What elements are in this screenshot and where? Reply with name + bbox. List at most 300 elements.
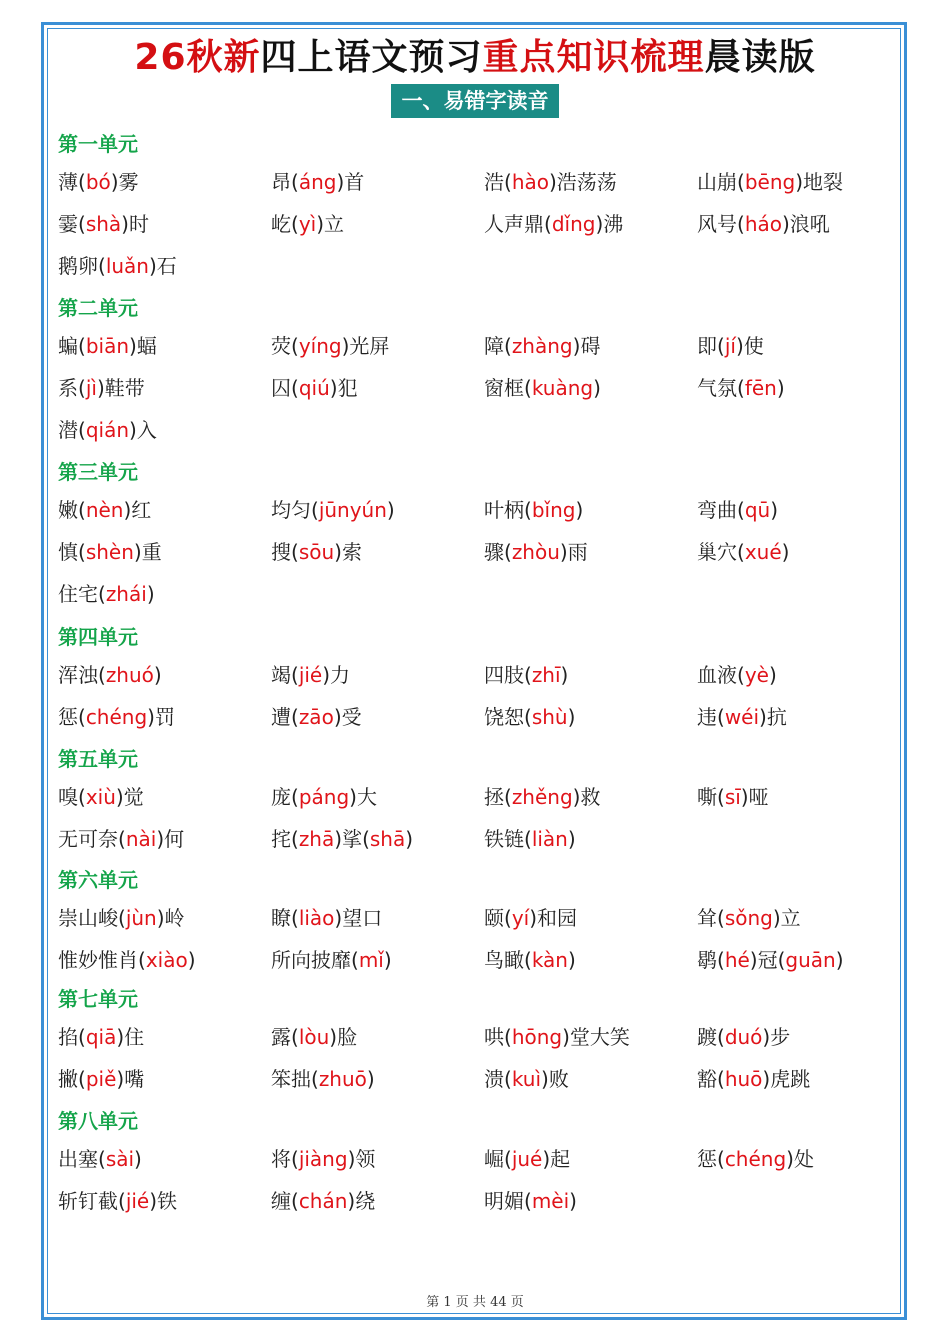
entry-pinyin: sǒng: [724, 906, 773, 930]
entry-characters-after: 嘴: [124, 1067, 145, 1091]
entry-characters: 惩: [58, 705, 78, 729]
entry-characters: 骤: [484, 540, 504, 564]
entry-characters-after: 虎跳: [770, 1067, 811, 1091]
paren-open: (: [737, 170, 745, 194]
paren-close: ): [560, 663, 569, 687]
vocab-entry: [697, 702, 787, 732]
paren-close: ): [349, 785, 357, 809]
unit-heading: 第一单元: [58, 132, 138, 156]
entry-pinyin: nèn: [85, 498, 124, 522]
paren-close: ): [735, 334, 744, 358]
entry-pinyin-2: shā: [369, 827, 406, 851]
entry-characters-after: 重: [141, 540, 162, 564]
paren-open: (: [291, 663, 299, 687]
entry-pinyin: páng: [298, 785, 350, 809]
entry-characters: 鸟瞰: [484, 948, 524, 972]
vocab-entry: [271, 209, 344, 239]
vocab-entry: [58, 331, 157, 361]
entry-characters-after: 望口: [342, 906, 383, 930]
paren-open: (: [717, 785, 725, 809]
entry-pinyin: shèn: [85, 540, 134, 564]
entry-characters: 气氛: [697, 376, 737, 400]
paren-open: (: [78, 376, 86, 400]
paren-close: ): [768, 663, 777, 687]
vocab-entry: [484, 903, 577, 933]
entry-characters-after: 使: [743, 334, 764, 358]
entry-characters: 明媚: [484, 1189, 524, 1213]
entry-pinyin: liào: [298, 906, 335, 930]
vocab-entry: [271, 782, 377, 812]
vocab-entry: [484, 331, 600, 361]
entry-characters: 笨拙: [271, 1067, 311, 1091]
entry-pinyin: jié: [125, 1189, 150, 1213]
vocab-entry: [697, 1144, 814, 1174]
footer-total-pages: 44: [490, 1295, 507, 1310]
entry-pinyin: jùn: [125, 906, 157, 930]
entry-characters-after: 沸: [603, 212, 624, 236]
entry-characters-after: 处: [793, 1147, 814, 1171]
paren-close: ): [129, 418, 137, 442]
entry-characters: 遭: [271, 705, 291, 729]
title-part-1: 26秋新: [134, 37, 261, 78]
vocab-entry: [271, 903, 382, 933]
paren-close: ): [129, 334, 137, 358]
entry-pinyin: zhā: [298, 827, 335, 851]
entry-characters: 叶柄: [484, 498, 524, 522]
entry-pinyin: wéi: [724, 705, 760, 729]
entry-pinyin: xiù: [85, 785, 116, 809]
paren-close: ): [333, 705, 342, 729]
vocab-entry: [271, 1064, 375, 1094]
vocab-entry: [271, 702, 362, 732]
paren-close: ): [762, 1067, 771, 1091]
vocab-entry: [484, 209, 623, 239]
paren-close: ): [593, 376, 601, 400]
vocab-entry: [58, 824, 184, 854]
entry-characters: 蝙: [58, 334, 78, 358]
entry-pinyin: kuàng: [531, 376, 594, 400]
vocab-entry: [58, 1186, 177, 1216]
unit-heading: 第二单元: [58, 296, 138, 320]
paren-open: (: [311, 1067, 319, 1091]
entry-pinyin: mǐ: [358, 948, 384, 972]
entry-characters-after: 索: [341, 540, 362, 564]
paren-close: ): [187, 948, 196, 972]
paren-close: ): [529, 906, 538, 930]
paren-close: ): [562, 1025, 570, 1049]
paren-close: ): [96, 376, 105, 400]
paren-open: (: [717, 906, 725, 930]
paren-close: ): [541, 1067, 549, 1091]
paren-open: (: [351, 948, 359, 972]
paren-close: ): [575, 498, 584, 522]
entry-pinyin: zhuó: [105, 663, 154, 687]
paren-close: ): [133, 540, 142, 564]
entry-characters-after: 蝠: [136, 334, 157, 358]
entry-pinyin: zhòu: [511, 540, 560, 564]
paren-close: ): [149, 1189, 158, 1213]
vocab-entry: [58, 903, 185, 933]
paren-open: (: [78, 334, 86, 358]
unit-heading: 第四单元: [58, 625, 138, 649]
vocab-entry: [58, 415, 157, 445]
entry-pinyin: jì: [85, 376, 97, 400]
entry-characters: 即: [697, 334, 717, 358]
paren-open: (: [504, 785, 512, 809]
entry-characters: 均匀: [271, 498, 311, 522]
entry-characters-after: 住: [124, 1025, 145, 1049]
paren-close: ): [776, 376, 785, 400]
paren-open: (: [504, 1067, 512, 1091]
entry-characters: 慎: [58, 540, 78, 564]
entry-characters-after: 领: [355, 1147, 376, 1171]
vocab-entry: [58, 1144, 142, 1174]
paren-close: ): [759, 705, 767, 729]
footer-page-number: 1: [443, 1295, 452, 1310]
entry-pinyin: duó: [724, 1025, 763, 1049]
title-part-2: 四上语文预习: [260, 37, 483, 78]
vocab-entry: [484, 824, 576, 854]
entry-pinyin: xué: [744, 540, 782, 564]
unit-heading: 第三单元: [58, 460, 138, 484]
paren-open: (: [291, 705, 299, 729]
entry-characters: 庞: [271, 785, 291, 809]
paren-close: ): [572, 334, 581, 358]
vocab-entry: [58, 1022, 144, 1052]
paren-open: (: [504, 1025, 512, 1049]
entry-characters: 竭: [271, 663, 291, 687]
paren-open: (: [98, 663, 106, 687]
entry-characters-after: 起: [550, 1147, 571, 1171]
entry-pinyin: qián: [85, 418, 129, 442]
entry-characters: 荧: [271, 334, 291, 358]
paren-close: ): [772, 906, 781, 930]
vocab-entry: [484, 537, 588, 567]
entry-pinyin: kàn: [531, 948, 568, 972]
entry-characters: 崛: [484, 1147, 504, 1171]
paren-open: (: [524, 827, 532, 851]
footer-prefix: 第: [426, 1295, 440, 1310]
entry-pinyin: chéng: [85, 705, 148, 729]
paren-close: ): [542, 1147, 551, 1171]
vocab-entry: [58, 537, 162, 567]
entry-characters-after: 浩荡荡: [556, 170, 617, 194]
paren-close: ): [148, 254, 157, 278]
paren-open: (: [291, 1147, 299, 1171]
paren-open: (: [504, 170, 512, 194]
vocab-entry: [697, 167, 843, 197]
unit-heading: 第七单元: [58, 987, 138, 1011]
paren-open: (: [291, 906, 299, 930]
paren-open: (: [717, 705, 725, 729]
paren-close: ): [567, 827, 576, 851]
paren-open: (: [504, 906, 512, 930]
paren-close: ): [572, 785, 581, 809]
paren-open: (: [524, 705, 532, 729]
entry-pinyin: qiú: [298, 376, 330, 400]
paren-open: (: [118, 1189, 126, 1213]
paren-open: (: [291, 376, 299, 400]
entry-pinyin: shà: [85, 212, 122, 236]
paren-open: (: [78, 1067, 86, 1091]
entry-pinyin: sōu: [298, 540, 335, 564]
entry-characters: 搜: [271, 540, 291, 564]
entry-pinyin: yì: [298, 212, 317, 236]
paren-open: (: [118, 906, 126, 930]
page-footer: [0, 1294, 950, 1312]
paren-close: ): [569, 1189, 577, 1213]
footer-suffix: 页: [510, 1295, 524, 1310]
entry-characters-after: 首: [344, 170, 365, 194]
entry-characters: 斩钉截: [58, 1189, 118, 1213]
vocab-entry: [484, 782, 600, 812]
entry-pinyin: biān: [85, 334, 129, 358]
paren-close: ): [341, 334, 350, 358]
entry-pinyin: chéng: [724, 1147, 787, 1171]
entry-pinyin: zhàng: [511, 334, 573, 358]
paren-close: ): [134, 1147, 142, 1171]
entry-characters-after: 冠: [757, 948, 778, 972]
entry-pinyin: nài: [125, 827, 157, 851]
unit-heading: 第六单元: [58, 868, 138, 892]
title-part-4: 晨读版: [704, 37, 816, 78]
paren-open: (: [524, 948, 532, 972]
paren-close: ): [156, 827, 165, 851]
paren-open: (: [138, 948, 146, 972]
paren-open: (: [291, 1025, 299, 1049]
paren-open: (: [717, 1067, 725, 1091]
entry-characters-after: 觉: [123, 785, 144, 809]
paren-close: ): [749, 948, 758, 972]
vocab-entry: [484, 495, 583, 525]
paren-open: (: [78, 212, 86, 236]
paren-open: (: [504, 540, 512, 564]
entry-characters: 所向披靡: [271, 948, 351, 972]
vocab-entry: [697, 660, 777, 690]
paren-open: (: [78, 540, 86, 564]
entry-characters: 嫩: [58, 498, 78, 522]
entry-characters-after: 大: [356, 785, 377, 809]
entry-characters-after: 受: [341, 705, 362, 729]
entry-characters: 霎: [58, 212, 78, 236]
paren-close: ): [146, 582, 155, 606]
paren-close: ): [334, 827, 343, 851]
entry-characters: 挓: [271, 827, 291, 851]
vocab-entry: [484, 1022, 630, 1052]
vocab-entry: [58, 579, 155, 609]
paren-close: ): [383, 948, 392, 972]
entry-characters-after: 和园: [537, 906, 578, 930]
entry-characters-after: 步: [770, 1025, 791, 1049]
entry-characters: 哄: [484, 1025, 504, 1049]
paren-close: ): [110, 170, 119, 194]
vocab-entry: [58, 702, 175, 732]
vocab-entry: [484, 702, 575, 732]
vocab-entry: [58, 209, 149, 239]
vocab-entry: [484, 373, 601, 403]
entry-characters: 豁: [697, 1067, 717, 1091]
vocab-entry: [271, 331, 389, 361]
vocab-entry: [271, 1186, 375, 1216]
paren-open: (: [524, 498, 532, 522]
entry-characters: 弯曲: [697, 498, 737, 522]
entry-pinyin: kuì: [511, 1067, 542, 1091]
paren-close: ): [347, 1189, 356, 1213]
paren-close: ): [329, 1025, 338, 1049]
footer-middle: 页 共: [455, 1295, 486, 1310]
entry-characters: 风号: [697, 212, 737, 236]
entry-characters-after: 哑: [748, 785, 769, 809]
paren-open: (: [311, 498, 319, 522]
paren-open: (: [98, 254, 106, 278]
entry-pinyin: sī: [724, 785, 741, 809]
entry-characters-after: 浪吼: [789, 212, 830, 236]
paren-open: (: [78, 498, 86, 522]
paren-close: ): [322, 663, 331, 687]
vocab-entry: [58, 251, 177, 281]
paren-close: ): [567, 705, 576, 729]
paren-close: ): [121, 212, 129, 236]
entry-characters-after: 抗: [766, 705, 787, 729]
entry-characters: 掐: [58, 1025, 78, 1049]
vocab-entry: [58, 1064, 144, 1094]
paren-open: (: [544, 212, 552, 236]
entry-pinyin: bó: [85, 170, 111, 194]
entry-characters: 昂: [271, 170, 291, 194]
entry-pinyin: yíng: [298, 334, 342, 358]
entry-characters-after: 碍: [580, 334, 601, 358]
entry-pinyin-2: guān: [785, 948, 836, 972]
entry-pinyin: lòu: [298, 1025, 330, 1049]
paren-open: (: [291, 212, 299, 236]
paren-open: (: [291, 334, 299, 358]
vocab-entry: [271, 167, 364, 197]
paren-close: ): [559, 540, 568, 564]
entry-characters: 拯: [484, 785, 504, 809]
vocab-entry: [484, 945, 576, 975]
vocab-entry: [484, 1064, 569, 1094]
paren-close: ): [548, 170, 557, 194]
entry-pinyin: jí: [724, 334, 736, 358]
entry-characters: 踱: [697, 1025, 717, 1049]
vocab-entry: [271, 945, 392, 975]
entry-characters-after: 立: [324, 212, 345, 236]
entry-characters: 惟妙惟肖: [58, 948, 138, 972]
paren-close: ): [835, 948, 844, 972]
paren-close: ): [781, 212, 790, 236]
paren-close: ): [329, 376, 338, 400]
entry-characters-after: 鞋带: [104, 376, 145, 400]
entry-characters: 铁链: [484, 827, 524, 851]
vocab-entry: [58, 373, 145, 403]
paren-open: (: [78, 785, 86, 809]
vocab-entry: [697, 537, 789, 567]
entry-characters-after: 雨: [567, 540, 588, 564]
entry-pinyin: hào: [511, 170, 549, 194]
entry-characters: 耸: [697, 906, 717, 930]
entry-characters: 囚: [271, 376, 291, 400]
entry-characters: 潜: [58, 418, 78, 442]
entry-pinyin: zāo: [298, 705, 334, 729]
vocab-entry: [271, 660, 350, 690]
entry-characters-after: 光屏: [349, 334, 390, 358]
paren-open: (: [524, 376, 532, 400]
unit-heading: 第八单元: [58, 1109, 138, 1133]
paren-open: (: [737, 498, 745, 522]
entry-pinyin: xiào: [145, 948, 188, 972]
entry-characters: 系: [58, 376, 78, 400]
paren-open: (: [737, 376, 745, 400]
entry-characters: 缠: [271, 1189, 291, 1213]
paren-open: (: [504, 334, 512, 358]
entry-pinyin: bǐng: [531, 498, 576, 522]
entry-characters: 鹖: [697, 948, 717, 972]
paren-close: ): [786, 1147, 794, 1171]
vocab-entry: [697, 1064, 810, 1094]
entry-characters: 障: [484, 334, 504, 358]
document-title: [0, 30, 950, 86]
entry-pinyin: chán: [298, 1189, 348, 1213]
paren-close: ): [316, 212, 325, 236]
entry-characters-after: 入: [136, 418, 157, 442]
entry-characters: 瞭: [271, 906, 291, 930]
vocab-entry: [58, 945, 196, 975]
paren-close: ): [336, 170, 345, 194]
vocab-entry: [697, 209, 830, 239]
paren-open: (: [78, 1025, 86, 1049]
vocab-entry: [58, 495, 151, 525]
paren-open: (: [524, 1189, 532, 1213]
paren-open: (: [291, 540, 299, 564]
entry-characters-after: 绕: [355, 1189, 376, 1213]
entry-pinyin: shù: [531, 705, 568, 729]
entry-characters-after: 败: [548, 1067, 569, 1091]
paren-close: ): [156, 906, 165, 930]
paren-close: ): [795, 170, 803, 194]
entry-pinyin: zhī: [531, 663, 561, 687]
paren-close: ): [405, 827, 414, 851]
entry-pinyin: jiàng: [298, 1147, 348, 1171]
entry-characters-after: 脸: [337, 1025, 358, 1049]
entry-characters: 血液: [697, 663, 737, 687]
entry-characters: 溃: [484, 1067, 504, 1091]
vocab-entry: [271, 537, 362, 567]
paren-open: (: [737, 540, 745, 564]
unit-heading: 第五单元: [58, 747, 138, 771]
entry-characters-after: 力: [330, 663, 351, 687]
entry-pinyin: zhěng: [511, 785, 573, 809]
vocab-entry: [271, 1144, 375, 1174]
entry-characters: 出塞: [58, 1147, 98, 1171]
vocab-entry: [697, 1022, 790, 1052]
paren-open: (: [717, 334, 725, 358]
entry-characters: 住宅: [58, 582, 98, 606]
entry-pinyin: zhái: [105, 582, 147, 606]
paren-open: (: [737, 212, 745, 236]
entry-characters: 浩: [484, 170, 504, 194]
paren-open: (: [291, 827, 299, 851]
paren-open: (: [524, 663, 532, 687]
paren-open: (: [777, 948, 786, 972]
paren-open: (: [362, 827, 370, 851]
entry-pinyin: jié: [298, 663, 323, 687]
paren-open: (: [98, 1147, 106, 1171]
entry-characters: 违: [697, 705, 717, 729]
entry-pinyin: fēn: [744, 376, 777, 400]
vocab-entry: [697, 373, 785, 403]
vocab-entry: [271, 824, 413, 854]
entry-characters: 崇山峻: [58, 906, 118, 930]
